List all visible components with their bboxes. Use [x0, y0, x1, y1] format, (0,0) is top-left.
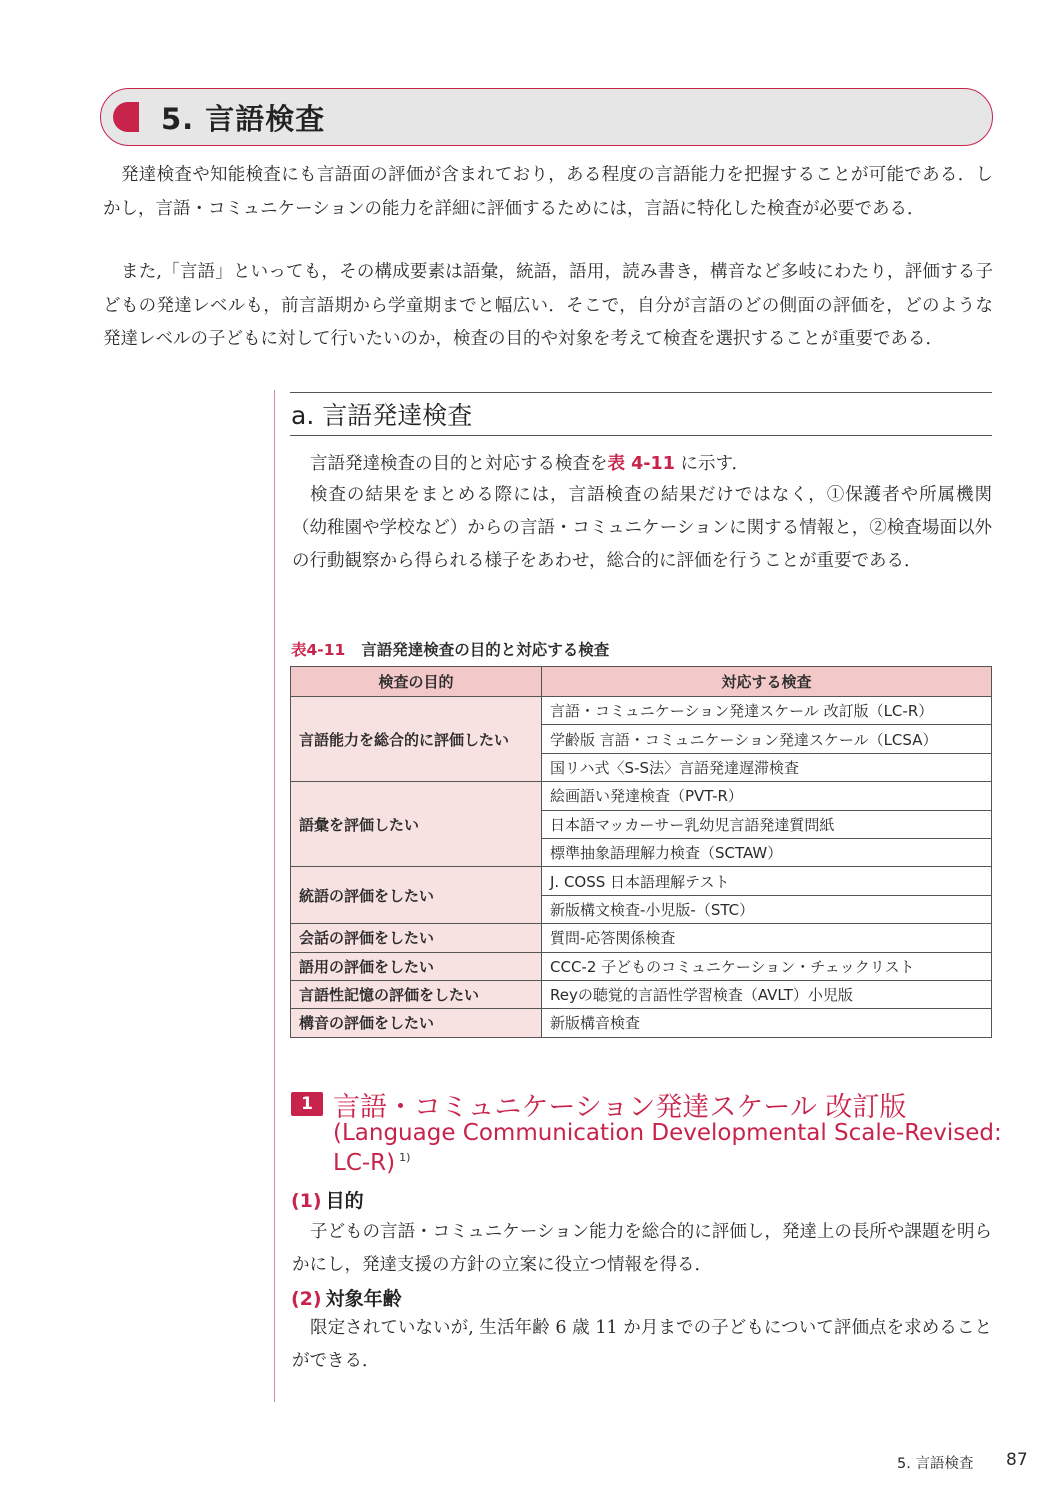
table-purpose-cell: 言語能力を総合的に評価したい — [291, 697, 542, 782]
intro-paragraph-1: 発達検査や知能検査にも言語面の評価が含まれており，ある程度の言語能力を把握することが可能である．しかし，言語・コミュニケーションの能力を詳細に評価するためには，言語に特化した検査が必要である． — [103, 165, 993, 219]
table-test-cell: 国リハ式〈S-S法〉言語発達遅滞検査 — [542, 753, 992, 781]
table-header-test: 対応する検査 — [542, 667, 992, 697]
subsection-title: a. 言語発達検査 — [291, 401, 473, 430]
table-row — [291, 980, 992, 1008]
heading-target-age-label: 対象年齢 — [325, 1288, 402, 1310]
table-header-purpose: 検査の目的 — [291, 667, 542, 697]
subsection-1-title: 言語・コミュニケーション発達スケール 改訂版 — [333, 1092, 907, 1123]
table-caption — [291, 638, 609, 660]
table-test-cell: J. COSS 日本語理解テスト — [542, 867, 992, 895]
target-age-paragraph: 限定されていないが, 生活年齢 6 歳 11 か月までの子どもについて評価点を求めることができる． — [292, 1318, 992, 1371]
table-row — [291, 697, 992, 725]
table-test-cell: 学齢版 言語・コミュニケーション発達スケール（LCSA） — [542, 725, 992, 753]
table-purpose-cell: 会話の評価をしたい — [291, 924, 542, 952]
heading-target-age — [291, 1284, 402, 1311]
subsection-1-english-abbrev — [333, 1150, 410, 1176]
table-row — [291, 782, 992, 810]
table-test-cell: CCC-2 子どものコミュニケーション・チェックリスト — [542, 952, 992, 980]
table-test-cell: 日本語マッカーサー乳幼児言語発達質問紙 — [542, 810, 992, 838]
table-test-cell: 標準抽象語理解力検査（SCTAW） — [542, 838, 992, 866]
table-test-cell: 質問-応答関係検査 — [542, 924, 992, 952]
table-test-cell: Reyの聴覚的言語性学習検査（AVLT）小児版 — [542, 980, 992, 1008]
table-purpose-cell: 語用の評価をしたい — [291, 952, 542, 980]
table-test-cell: 新版構音検査 — [542, 1009, 992, 1037]
page-number: 87 — [1006, 1450, 1028, 1470]
sub-a-paragraph-2: 検査の結果をまとめる際には，言語検査の結果だけではなく，①保護者や所属機関（幼稚園や学校など）からの言語・コミュニケーションに関する情報と，②検査場面以外の行動観察から得られる様子をあわせ，総合的に評価を行うことが重要である． — [292, 485, 992, 571]
table-header-row — [291, 667, 992, 697]
section-bullet-icon — [113, 102, 139, 132]
table-purpose-cell: 語彙を評価したい — [291, 782, 542, 867]
section-header — [100, 88, 993, 146]
subsection-number-badge: 1 — [291, 1092, 323, 1116]
intro-paragraph-2: また,「言語」といっても，その構成要素は語彙，統語，語用，読み書き，構音など多岐にわたり，評価する子どもの発達レベルも，前言語期から学童期までと幅広い．そこで，自分が言語のどの側面の評価を，どのような発達レベルの子どもに対して行いたいのか，検査の目的や対象を考えて検査を選択することが重要である． — [103, 262, 993, 349]
sub-a-p1-pre: 言語発達検査の目的と対応する検査を — [310, 454, 608, 474]
heading-target-age-number: (2) — [291, 1288, 322, 1310]
subsection-top-rule — [290, 392, 992, 393]
table-row — [291, 867, 992, 895]
table-caption-number: 表4-11 — [291, 641, 346, 659]
table-purpose-cell: 統語の評価をしたい — [291, 867, 542, 924]
subsection-1-english-title: (Language Communication Developmental Scale-Revised: — [333, 1120, 1002, 1146]
table-test-cell: 言語・コミュニケーション発達スケール 改訂版（LC-R） — [542, 697, 992, 725]
margin-rule — [274, 390, 275, 1402]
footer-section-label: 5. 言語検査 — [897, 1456, 974, 1472]
sub-a-p1-post: に示す． — [674, 454, 750, 474]
sub-a-paragraph-1 — [292, 448, 992, 481]
subsection-bottom-rule — [290, 435, 992, 436]
exam-table — [290, 666, 992, 1038]
table-row — [291, 924, 992, 952]
table-row — [291, 1009, 992, 1037]
heading-purpose-number: (1) — [291, 1190, 322, 1212]
table-row — [291, 952, 992, 980]
reference-superscript[interactable]: 1) — [399, 1151, 411, 1165]
table-test-cell: 新版構文検査-小児版-（STC） — [542, 895, 992, 923]
subsection-1-abbrev: LC-R) — [333, 1150, 396, 1176]
table-purpose-cell: 構音の評価をしたい — [291, 1009, 542, 1037]
section-title: 5. 言語検査 — [161, 102, 326, 136]
heading-purpose-label: 目的 — [325, 1190, 364, 1212]
purpose-paragraph: 子どもの言語・コミュニケーション能力を総合的に評価し，発達上の長所や課題を明らかにし，発達支援の方針の立案に役立つ情報を得る． — [292, 1222, 992, 1275]
table-purpose-cell: 言語性記憶の評価をしたい — [291, 980, 542, 1008]
heading-purpose — [291, 1186, 364, 1213]
table-test-cell: 絵画語い発達検査（PVT-R） — [542, 782, 992, 810]
table-reference-link[interactable]: 表 4-11 — [607, 454, 675, 474]
table-caption-title: 言語発達検査の目的と対応する検査 — [361, 641, 610, 659]
